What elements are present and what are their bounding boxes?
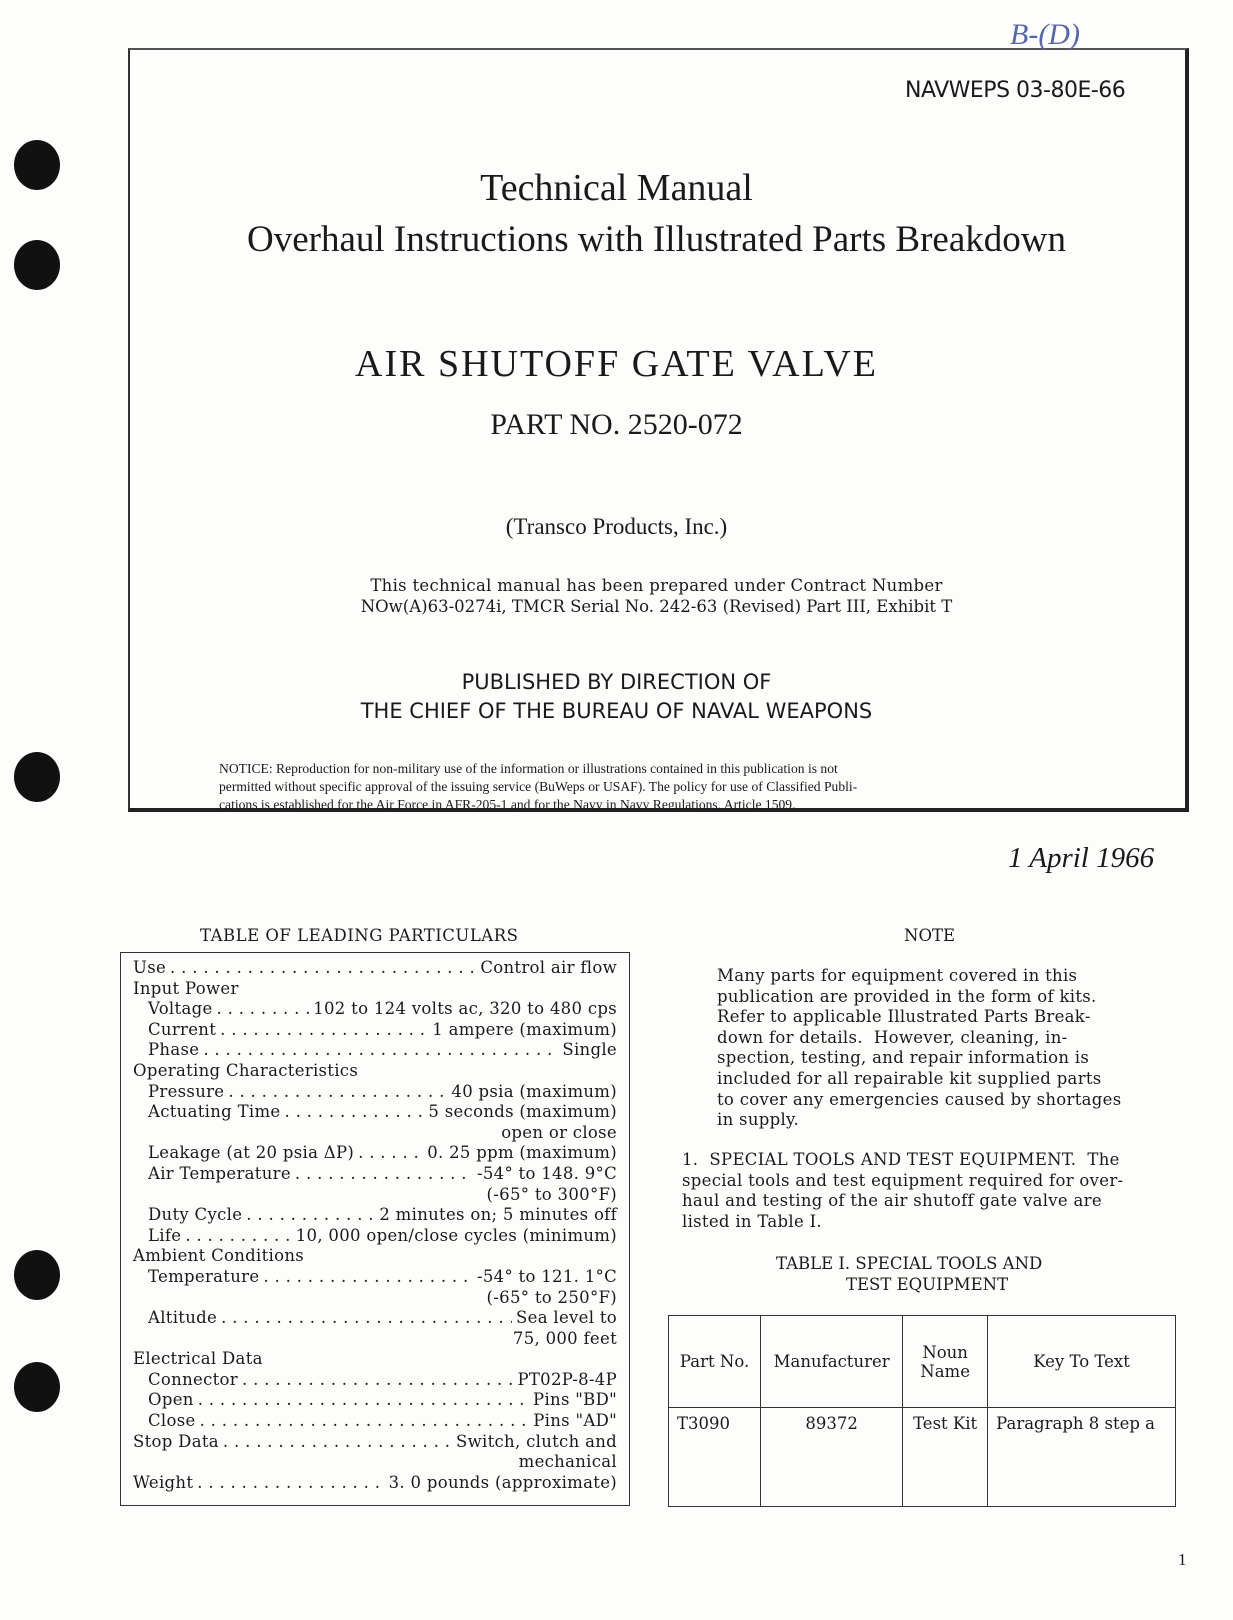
- particular-row: [121, 1288, 629, 1309]
- publication-date: 1 April 1966: [1008, 842, 1155, 874]
- particular-value: PT02P-8-4P: [517, 1369, 617, 1389]
- leading-particulars-table: [120, 952, 630, 1506]
- particular-value: -54° to 121. 1°C: [476, 1266, 617, 1286]
- binder-hole: [14, 1362, 60, 1412]
- dot-leader: [185, 1226, 291, 1247]
- particular-row: [121, 1040, 629, 1061]
- text-line: in supply.: [717, 1110, 800, 1130]
- particular-row: [121, 1267, 629, 1288]
- particular-row: [121, 1473, 629, 1494]
- binder-hole: [14, 1250, 60, 1300]
- particular-row: [121, 1370, 629, 1391]
- particular-label: Electrical Data: [133, 1349, 263, 1369]
- dot-leader: [358, 1143, 423, 1164]
- cell-part-no: T3090: [669, 1408, 761, 1507]
- dot-leader: [263, 1267, 473, 1288]
- particular-value: 102 to 124 volts ac, 320 to 480 cps: [313, 999, 617, 1019]
- dot-leader: [223, 1432, 452, 1453]
- dot-leader: [200, 1411, 530, 1432]
- manufacturer: (Transco Products, Inc.): [505, 514, 728, 539]
- particular-row: [121, 1020, 629, 1041]
- particular-value: Pins "AD": [533, 1411, 617, 1431]
- particular-label: Life: [148, 1225, 182, 1245]
- dot-leader: [228, 1082, 447, 1103]
- particular-row: [121, 958, 629, 979]
- notice-line: permitted without specific approval of the issuing service (BuWeps or USAF). The policy for use of Classified Publi-: [219, 779, 858, 794]
- particular-label: Open: [148, 1390, 194, 1410]
- dot-leader: [285, 1102, 425, 1123]
- dot-leader: [197, 1473, 384, 1494]
- particular-row: [121, 979, 629, 1000]
- particular-value: 3. 0 pounds (approximate): [388, 1472, 617, 1492]
- particular-label: Use: [133, 958, 167, 977]
- particular-label: Phase: [148, 1040, 200, 1060]
- dot-leader: [295, 1164, 473, 1185]
- particular-row: [121, 1329, 629, 1350]
- section-1: [682, 1150, 1123, 1232]
- particular-value: 40 psia (maximum): [451, 1081, 617, 1101]
- column-header: Noun Name: [903, 1316, 988, 1408]
- part-number: PART NO. 2520-072: [490, 408, 743, 441]
- particular-row: [121, 1308, 629, 1329]
- note-title: NOTE: [904, 926, 956, 945]
- text-line: Refer to applicable Illustrated Parts Break-: [717, 1007, 1091, 1027]
- notice-line: NOTICE: Reproduction for non-military use of the information or illustrations contained in this publication is not: [219, 761, 838, 776]
- table1-title-line2: TEST EQUIPMENT: [846, 1275, 1009, 1294]
- particular-row: [121, 1185, 629, 1206]
- particular-row: [121, 1432, 629, 1453]
- particular-value: (-65° to 300°F): [486, 1184, 617, 1204]
- dot-leader: [246, 1205, 375, 1226]
- particular-label: Ambient Conditions: [133, 1246, 305, 1266]
- contract-line1: This technical manual has been prepared under Contract Number: [370, 576, 943, 595]
- published-line1: PUBLISHED BY DIRECTION OF: [461, 670, 772, 694]
- text-line: down for details. However, cleaning, in-: [717, 1027, 1068, 1047]
- particular-row: [121, 1123, 629, 1144]
- title-line2: Overhaul Instructions with Illustrated Parts Breakdown: [247, 219, 1066, 260]
- dot-leader: [217, 999, 310, 1020]
- cell-noun-name: Test Kit: [903, 1408, 988, 1507]
- particular-label: Actuating Time: [148, 1102, 281, 1122]
- column-header: Key To Text: [988, 1316, 1176, 1408]
- particular-row: [121, 1164, 629, 1185]
- dot-leader: [198, 1390, 529, 1411]
- particular-label: Weight: [133, 1472, 194, 1492]
- particular-value: Pins "BD": [533, 1390, 617, 1410]
- notice: [219, 760, 857, 814]
- title-line1: Technical Manual: [480, 167, 753, 209]
- dot-leader: [170, 958, 476, 979]
- particular-label: Leakage (at 20 psia ΔP): [148, 1143, 355, 1163]
- binder-hole: [14, 752, 60, 802]
- special-tools-table: [668, 1315, 1176, 1507]
- column-header: Manufacturer: [761, 1316, 903, 1408]
- text-line: Many parts for equipment covered in this: [717, 966, 1078, 985]
- particular-row: [121, 1061, 629, 1082]
- particular-label: Current: [148, 1019, 217, 1039]
- notice-line: cations is established for the Air Force in AFR-205-1 and for the Navy in Navy Regulations, Article 1509.: [219, 797, 796, 812]
- column-header: Part No.: [669, 1316, 761, 1408]
- particular-label: Operating Characteristics: [133, 1060, 359, 1080]
- particular-value: 2 minutes on; 5 minutes off: [379, 1205, 617, 1225]
- particular-row: [121, 1246, 629, 1267]
- particular-value: Sea level to: [516, 1308, 617, 1328]
- particular-label: Altitude: [148, 1308, 218, 1328]
- particular-value: (-65° to 250°F): [486, 1287, 617, 1307]
- handwritten-mark: B-(D): [1010, 18, 1080, 51]
- contract-line2: NOw(A)63-0274i, TMCR Serial No. 242-63 (Revised) Part III, Exhibit T: [360, 597, 953, 616]
- particular-label: Input Power: [133, 978, 239, 998]
- particular-value: Switch, clutch and: [455, 1431, 617, 1451]
- doc-number: NAVWEPS 03-80E-66: [905, 78, 1126, 103]
- dot-leader: [242, 1370, 513, 1391]
- particular-label: Pressure: [148, 1081, 225, 1101]
- particular-value: 1 ampere (maximum): [432, 1019, 617, 1039]
- particular-value: mechanical: [518, 1452, 617, 1472]
- particular-row: [121, 1349, 629, 1370]
- cell-key-to-text: Paragraph 8 step a: [988, 1408, 1176, 1507]
- text-line: included for all repairable kit supplied parts: [717, 1068, 1102, 1088]
- page-number: 1: [1178, 1550, 1187, 1569]
- text-line: listed in Table I.: [682, 1211, 822, 1231]
- particular-value: Control air flow: [480, 958, 617, 977]
- text-line: haul and testing of the air shutoff gate valve are: [682, 1191, 1102, 1211]
- text-line: to cover any emergencies caused by shortages: [717, 1089, 1122, 1109]
- table1-title-line1: TABLE I. SPECIAL TOOLS AND: [776, 1254, 1043, 1273]
- table-row: [669, 1408, 1176, 1507]
- particular-label: Connector: [148, 1369, 238, 1389]
- particular-row: [121, 1102, 629, 1123]
- text-line: special tools and test equipment required for over-: [682, 1170, 1124, 1190]
- particular-row: [121, 1143, 629, 1164]
- particular-label: Duty Cycle: [148, 1205, 243, 1225]
- note-body: [717, 966, 1122, 1131]
- particular-label: Stop Data: [133, 1431, 219, 1451]
- particular-value: 5 seconds (maximum): [428, 1102, 617, 1122]
- text-line: publication are provided in the form of kits.: [717, 986, 1097, 1006]
- particular-label: Voltage: [148, 999, 213, 1019]
- particular-row: [121, 1082, 629, 1103]
- cell-manufacturer: 89372: [761, 1408, 903, 1507]
- particular-row: [121, 1205, 629, 1226]
- particular-value: 75, 000 feet: [512, 1328, 617, 1348]
- particular-label: Temperature: [148, 1266, 260, 1286]
- dot-leader: [203, 1040, 558, 1061]
- particular-label: Close: [148, 1411, 196, 1431]
- dot-leader: [221, 1308, 512, 1329]
- text-line: spection, testing, and repair information is: [717, 1048, 1090, 1068]
- particular-value: 10, 000 open/close cycles (minimum): [295, 1225, 617, 1245]
- particular-value: Single: [562, 1040, 617, 1060]
- particular-value: -54° to 148. 9°C: [476, 1163, 617, 1183]
- published-line2: THE CHIEF OF THE BUREAU OF NAVAL WEAPONS: [360, 699, 873, 723]
- particular-row: [121, 1226, 629, 1247]
- particular-row: [121, 1452, 629, 1473]
- text-line: 1. SPECIAL TOOLS AND TEST EQUIPMENT. The: [682, 1150, 1120, 1169]
- particular-label: Air Temperature: [148, 1163, 291, 1183]
- particular-row: [121, 1390, 629, 1411]
- item-title: AIR SHUTOFF GATE VALVE: [355, 343, 878, 385]
- leading-particulars-title: TABLE OF LEADING PARTICULARS: [200, 926, 519, 945]
- particular-row: [121, 999, 629, 1020]
- dot-leader: [220, 1020, 428, 1041]
- particular-row: [121, 1411, 629, 1432]
- particular-value: 0. 25 ppm (maximum): [427, 1143, 617, 1163]
- particular-value: open or close: [501, 1122, 617, 1142]
